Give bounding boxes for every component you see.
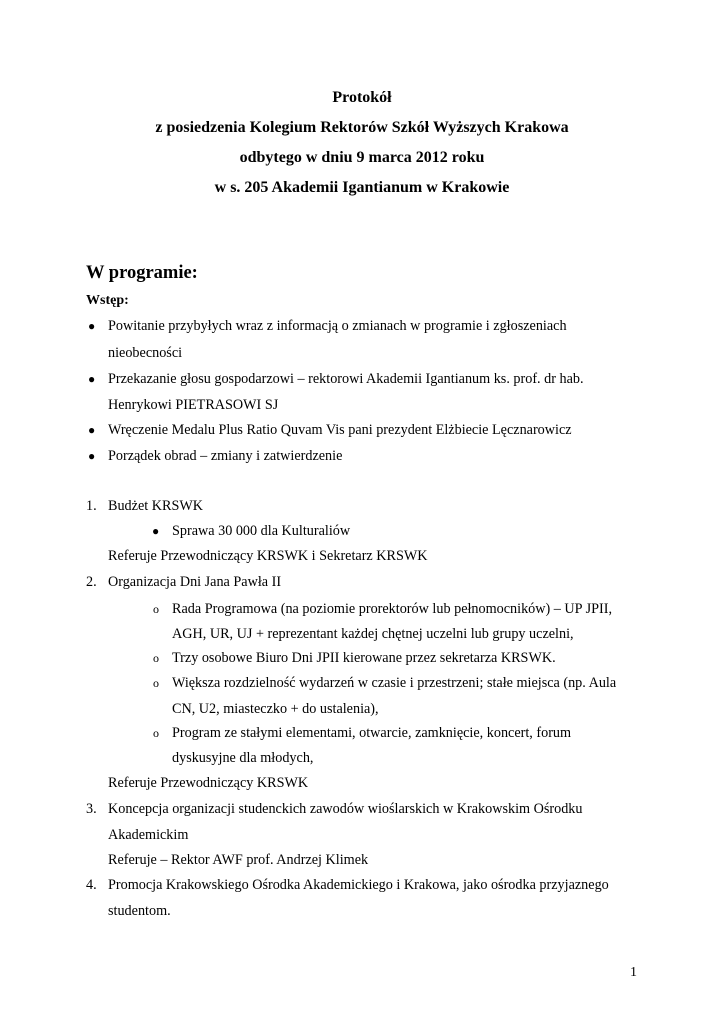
agenda-subitem-continued: AGH, UR, UJ + reprezentant każdej chętnej uczelni lub grupy uczelni, bbox=[172, 626, 574, 642]
agenda-item-title: Organizacja Dni Jana Pawła II bbox=[108, 574, 282, 590]
agenda-subitem: Rada Programowa (na poziomie prorektorów lub pełnomocników) – UP JPII, bbox=[172, 601, 612, 617]
bullet-icon: ● bbox=[152, 524, 160, 538]
agenda-subitem: Program ze stałymi elementami, otwarcie, zamknięcie, koncert, forum bbox=[172, 725, 572, 741]
agenda-number: 1. bbox=[86, 498, 97, 514]
page-number: 1 bbox=[630, 965, 637, 980]
list-item-continued: nieobecności bbox=[108, 345, 183, 361]
list-item: Powitanie przybyłych wraz z informacją o zmianach w programie i zgłoszeniach bbox=[108, 318, 567, 334]
agenda-item-title-continued: studentom. bbox=[108, 903, 171, 919]
circle-bullet-icon: o bbox=[153, 602, 159, 616]
agenda-number: 3. bbox=[86, 801, 97, 817]
agenda-subitem-continued: dyskusyjne dla młodych, bbox=[172, 750, 314, 766]
list-item: Porządek obrad – zmiany i zatwierdzenie bbox=[108, 448, 343, 464]
bullet-icon: ● bbox=[88, 423, 96, 437]
bullet-icon: ● bbox=[88, 449, 96, 463]
circle-bullet-icon: o bbox=[153, 726, 159, 740]
agenda-number: 4. bbox=[86, 877, 97, 893]
doc-title-line: z posiedzenia Kolegium Rektorów Szkół Wyższych Krakowa bbox=[155, 119, 569, 136]
agenda-item-title: Koncepcja organizacji studenckich zawodów wioślarskich w Krakowskim Ośrodku bbox=[108, 801, 583, 817]
agenda-item-title-continued: Akademickim bbox=[108, 827, 189, 843]
agenda-subitem: Większa rozdzielność wydarzeń w czasie i przestrzeni; stałe miejsca (np. Aula bbox=[172, 675, 617, 691]
doc-title: Protokół bbox=[332, 89, 392, 106]
agenda-subitem-continued: CN, U2, miasteczko + do ustalenia), bbox=[172, 701, 379, 717]
circle-bullet-icon: o bbox=[153, 651, 159, 665]
agenda-subitem: Sprawa 30 000 dla Kulturaliów bbox=[172, 523, 351, 539]
bullet-icon: ● bbox=[88, 372, 96, 386]
circle-bullet-icon: o bbox=[153, 676, 159, 690]
doc-title-date: odbytego w dniu 9 marca 2012 roku bbox=[239, 149, 485, 166]
agenda-item-title: Budżet KRSWK bbox=[108, 498, 203, 514]
agenda-subitem: Trzy osobowe Biuro Dni JPII kierowane przez sekretarza KRSWK. bbox=[172, 650, 556, 666]
agenda-presenter: Referuje Przewodniczący KRSWK bbox=[108, 775, 309, 791]
agenda-item-title: Promocja Krakowskiego Ośrodka Akademickiego i Krakowa, jako ośrodka przyjaznego bbox=[108, 877, 609, 893]
agenda-presenter: Referuje – Rektor AWF prof. Andrzej Klimek bbox=[108, 852, 369, 868]
program-heading: W programie: bbox=[86, 263, 198, 283]
list-item: Wręczenie Medalu Plus Ratio Quvam Vis pani prezydent Elżbiecie Lęcznarowicz bbox=[108, 422, 572, 438]
bullet-icon: ● bbox=[88, 319, 96, 333]
list-item: Przekazanie głosu gospodarzowi – rektorowi Akademii Igantianum ks. prof. dr hab. bbox=[108, 371, 584, 387]
agenda-number: 2. bbox=[86, 574, 97, 590]
intro-heading: Wstęp: bbox=[86, 293, 129, 308]
agenda-presenter: Referuje Przewodniczący KRSWK i Sekretarz KRSWK bbox=[108, 548, 428, 564]
doc-title-location: w s. 205 Akademii Igantianum w Krakowie bbox=[214, 179, 510, 196]
list-item-continued: Henrykowi PIETRASOWI SJ bbox=[108, 397, 279, 413]
